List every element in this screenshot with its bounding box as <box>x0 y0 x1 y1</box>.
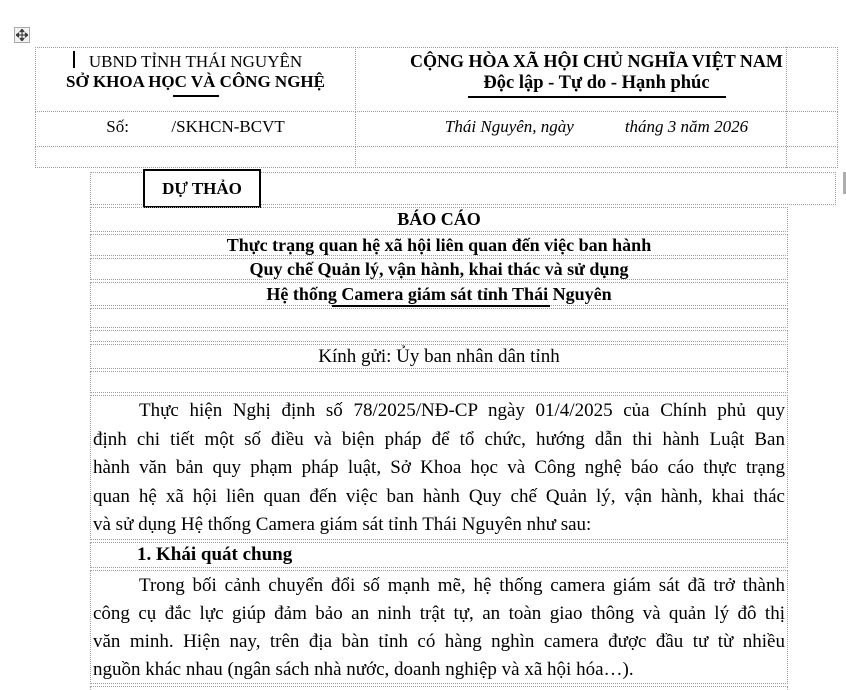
org-underline-rule <box>173 95 219 97</box>
empty-paragraph[interactable] <box>90 308 788 328</box>
org-parent-name: UBND TỈNH THÁI NGUYÊN <box>88 52 303 71</box>
salutation-text: Kính gửi: Ủy ban nhân dân tỉnh <box>318 345 560 367</box>
title-line: Quy chế Quản lý, vận hành, khai thác và sử dụng <box>249 258 629 279</box>
title-line: BÁO CÁO <box>397 209 481 229</box>
draft-stamp-box[interactable] <box>143 169 261 208</box>
text-line: định chi tiết một số điều và biện pháp để tổ chức, hướng dẫn thi hành Luật Ban <box>93 428 785 450</box>
text-line: hành văn bản quy phạm pháp luật, Sở Khoa học và Công nghệ báo cáo thực trạng <box>93 457 785 479</box>
table-move-handle[interactable] <box>14 27 30 43</box>
report-title[interactable] <box>90 207 788 232</box>
title-line: Thực trạng quan hệ xã hội liên quan đến việc ban hành <box>226 234 652 255</box>
salutation-line[interactable] <box>90 344 788 369</box>
draft-label: DỰ THẢO <box>162 178 242 198</box>
org-name: SỞ KHOA HỌC VÀ CÔNG NGHỆ <box>66 72 325 91</box>
national-title: CỘNG HÒA XÃ HỘI CHỦ NGHĨA VIỆT NAM <box>410 51 783 71</box>
report-subtitle-3[interactable] <box>90 282 788 306</box>
report-subtitle-2[interactable] <box>90 258 788 280</box>
paragraph-legal-basis[interactable] <box>90 395 788 540</box>
national-motto: Độc lập - Tự do - Hạnh phúc <box>483 73 710 93</box>
report-subtitle-1[interactable] <box>90 234 788 256</box>
empty-cell-right[interactable] <box>355 146 838 168</box>
title-line: Hệ thống Camera giám sát tỉnh Thái Nguyên <box>266 283 612 304</box>
empty-paragraph[interactable] <box>90 330 788 342</box>
heading-text: 1. Khái quát chung <box>137 544 293 565</box>
text-line: nguồn khác nhau (ngân sách nhà nước, doanh nghiệp và xã hội hóa…). <box>93 659 634 680</box>
place-date: Thái Nguyên, ngày tháng 3 năm 2026 <box>444 117 749 136</box>
text-line: văn minh. Hiện nay, trên địa bàn tỉnh có hàng nghìn camera được đầu tư từ nhiều <box>93 631 785 652</box>
national-motto-cell[interactable] <box>355 47 838 112</box>
text-line: công cụ đắc lực giúp đảm bảo an ninh trật tự, an toàn giao thông và quản lý đô thị <box>93 603 785 624</box>
move-cross-icon <box>16 29 28 41</box>
text-line: Trong bối cảnh chuyển đổi số mạnh mẽ, hệ thống camera giám sát đã trở thành <box>139 575 785 596</box>
motto-underline-rule <box>468 96 726 98</box>
text-line: Thực hiện Nghị định số 78/2025/NĐ-CP ngày 01/4/2025 của Chính phủ quy <box>139 400 785 421</box>
doc-number-cell[interactable] <box>35 111 356 147</box>
issuing-org-cell[interactable] <box>35 47 356 112</box>
place-date-cell[interactable] <box>355 111 838 147</box>
empty-paragraph[interactable] <box>90 371 788 393</box>
text-line: quan hệ xã hội liên quan đến việc ban hành Quy chế Quản lý, vận hành, khai thác <box>93 485 785 507</box>
next-paragraph-clipped[interactable] <box>90 686 788 690</box>
document-header-table <box>35 47 838 168</box>
document-body <box>90 207 788 690</box>
section-heading-1[interactable] <box>90 542 788 568</box>
text-line: và sử dụng Hệ thống Camera giám sát tỉnh Thái Nguyên như sau: <box>93 514 592 536</box>
doc-number: Số: /SKHCN-BCVT <box>106 117 285 136</box>
paragraph-overview[interactable] <box>90 570 788 684</box>
title-underline-rule <box>332 305 550 307</box>
empty-cell-left[interactable] <box>35 146 356 168</box>
